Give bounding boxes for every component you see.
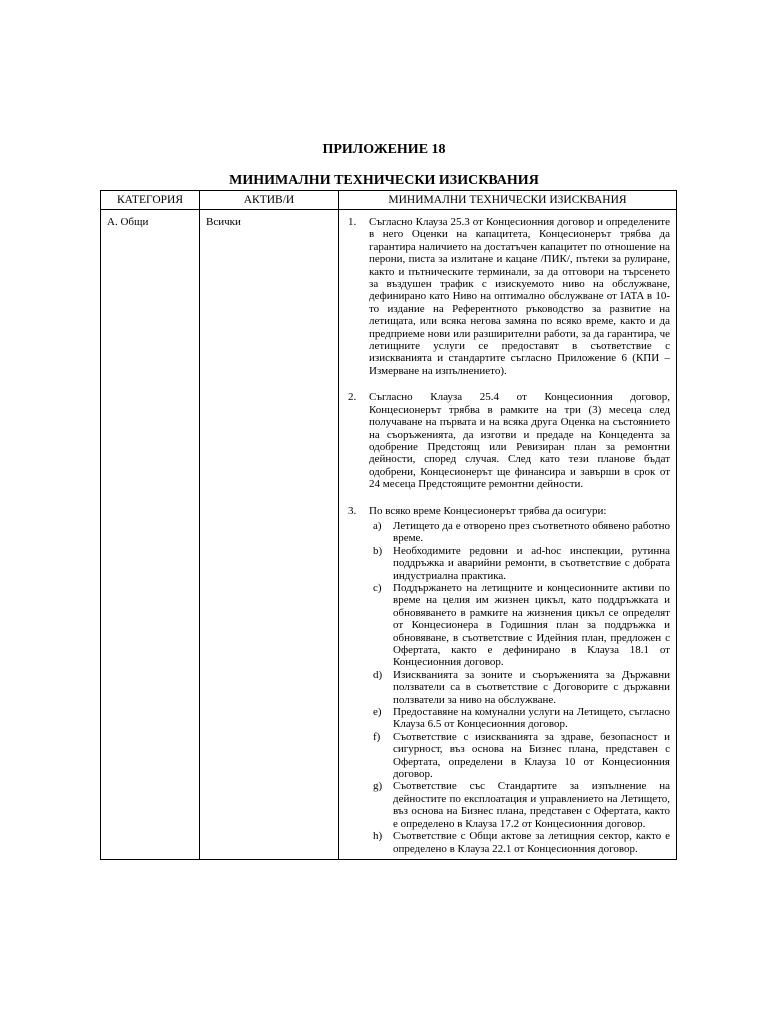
sub-requirement-text: Необходимите редовни и ad-hoc инспекции, рутинна поддръжка и аварийни ремонти, в съответствие с добрата индустриална практика. [393,544,670,582]
sub-requirement-text: Съответствие с Общи актове за летищния сектор, както е определено в Клауза 22.1 от Концесионния договор. [393,830,670,855]
sub-requirement-item [369,780,670,830]
table-header-row [101,191,677,210]
header-requirements: МИНИМАЛНИ ТЕХНИЧЕСКИ ИЗИСКВАНИЯ [339,191,677,210]
sub-requirement-item [369,582,670,669]
requirement-text: По всяко време Концесионерът трябва да осигури: [369,504,607,517]
sub-requirement-text: Изискванията за зоните и съоръженията за Държавни ползватели са в съответствие с Договорите с държавни ползватели за ниво на обслужване. [393,668,670,706]
sub-requirement-text: Съответствие със Стандартите за изпълнение на дейностите по експлоатация и управлението на Летището, въз основа на Бизнес плана, представен с Офертата, както е определено в Клауза 17.2 от Концесионния договор. [393,780,670,830]
requirement-text: Съгласно Клауза 25.3 от Концесионния договор и определените в него Оценки на капацитета, Концесионерът трябва да гарантира наличието на достатъчен капацитет по отношение на перони, писта за излитане и кацане /ПИК/, пътеки за рулиране, както и пътническите терминали, за да отговори на търсенето за въздушен трафик с изискуемото ниво на обслужване, дефинирано като Ниво на оптимално обслужване от IATA в 10-то издание на Референтното ръководство за развитие на летищата, или всяка негова замяна по всяко време, както и да предприеме нови или разширителни работи, за да гарантира, че летищните услуги се предоставят в съответствие с изискванията и стандартите съгласно Приложение 6 (КПИ – Измерване на изпълнението). [369,216,670,377]
sub-requirement-item [369,731,670,781]
sub-requirement-letter: e) [373,706,382,719]
table-row [101,210,677,860]
sub-requirement-letter: h) [373,830,383,843]
sub-requirement-item [369,545,670,582]
sub-requirements-list [369,520,670,855]
requirements-list [345,216,670,855]
page-title: ПРИЛОЖЕНИЕ 18 [322,142,446,157]
requirement-number: 2. [348,391,357,404]
requirement-text: Съгласно Клауза 25.4 от Концесионния договор, Концесионерът трябва в рамките на три (3) месеца след получаване на първата и на всяка друга Оценка на състоянието на съоръженията, да изготви и предаде на Концедента за одобрение Предстоящ или Ревизиран план за ремонтни дейности, според случая. След като тези планове бъдат одобрени, Концесионерът ще финансира и завърши в срок от 24 месеца Предстоящите ремонтни дейности. [369,391,670,491]
sub-requirement-item [369,520,670,545]
sub-requirement-letter: c) [373,581,382,594]
sub-requirement-letter: f) [373,730,381,743]
requirements-cell [339,210,677,860]
sub-requirement-letter: a) [373,519,382,532]
sub-requirement-letter: d) [373,668,383,681]
sub-requirement-text: Летището да е отворено през съответното обявено работно време. [393,519,670,545]
sub-requirement-text: Поддържането на летищните и концесионните активи по време на целия им жизнен цикъл, като поддръжката и обновяването в рамките на жизнения цикъл се определят от Концесионера в Годишния план за поддръжка и обновяване, в съответствие с Идейния план, предложен с Офертата, както е дефинирано в Клауза 18.1 от Концесионния договор. [393,581,670,669]
category-cell: А. Общи [101,210,200,860]
sub-requirement-item [369,830,670,855]
requirement-item [345,505,670,855]
sub-requirement-text: Предоставяне на комунални услуги на Летището, съгласно Клауза 6.5 от Концесионния договор. [393,706,670,731]
sub-requirement-letter: g) [373,780,383,793]
header-assets: АКТИВ/И [200,191,339,210]
requirement-number: 3. [348,504,357,517]
sub-requirement-item [369,669,670,706]
requirement-number: 1. [348,216,357,228]
requirement-item [345,216,670,377]
sub-requirement-item [369,706,670,731]
table-title: МИНИМАЛНИ ТЕХНИЧЕСКИ ИЗИСКВАНИЯ [229,173,539,188]
sub-requirement-text: Съответствие с изискванията за здраве, безопасност и сигурност, въз основа на Бизнес плана, представен с Офертата, определени в Клауза 10 от Концесионния договор. [393,730,670,781]
sub-requirement-letter: b) [373,544,383,557]
assets-cell: Всички [200,210,339,860]
header-category: КАТЕГОРИЯ [101,191,200,210]
requirements-table [100,190,677,860]
requirement-item [345,391,670,490]
